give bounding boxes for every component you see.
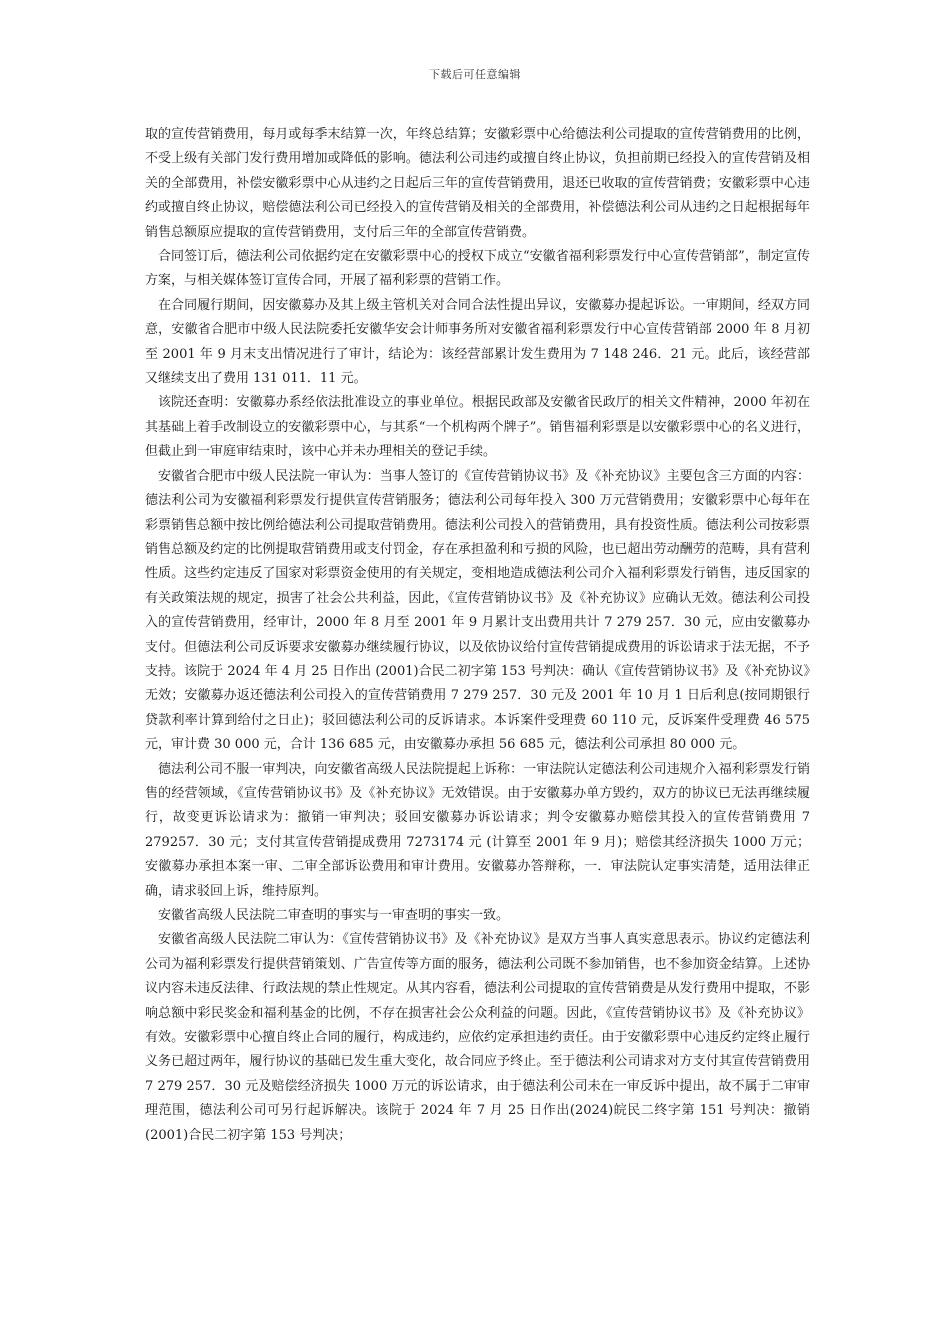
paragraph: 在合同履行期间，因安徽募办及其上级主管机关对合同合法性提出异议，安徽募办提起诉讼。一审期间，经双方同意，安徽省合肥市中级人民法院委托安徽华安会计师事务所对安徽省福利彩票发行中心宣传营销部 2000 年 8 月初至 2001 年 9 月末支出情况进行了审计，结论为：该经营部累计发生费用为 7 148 246．21 元。此后，该经营部又继续支出了费用 131 011．11 元。	[145, 297, 810, 387]
paragraph: 安徽省合肥市中级人民法院一审认为：当事人签订的《宣传营销协议书》及《补充协议》主要包含三方面的内容：德法利公司为安徽福利彩票发行提供宣传营销服务；德法利公司每年投入 300 万元营销费用；安徽彩票中心每年在彩票销售总额中按比例给德法利公司提取营销费用。德法利公司投入的营销费用，具有投资性质。德法利公司按彩票销售总额及约定的比例提取营销费用或支付罚金，存在承担盈利和亏损的风险，也已超出劳动酬劳的范畴，具有营利性质。这些约定违反了国家对彩票资金使用的有关规定，变相地造成德法利公司介入福利彩票发行销售，违反国家的有关政策法规的规定，损害了社会公共利益，因此，《宣传营销协议书》及《补充协议》应确认无效。德法利公司投入的宣传营销费用，经审计，2000 年 8 月至 2001 年 9 月累计支出费用共计 7 279 257．30 元，应由安徽募办支付。但德法利公司反诉要求安徽募办继续履行协议，以及依协议给付宣传营销提成费用的诉讼请求于法无据，不予支持。该院于 2024 年 4 月 25 日作出 (2001)合民二初字第 153 号判决：确认《宣传营销协议书》及《补充协议》无效；安徽募办返还德法利公司投入的宣传营销费用 7 279 257．30 元及 2001 年 10 月 1 日后利息(按同期银行贷款利率计算到给付之日止)；驳回德法利公司的反诉请求。本诉案件受理费 60 110 元，反诉案件受理费 46 575 元，审计费 30 000 元，合计 136 685 元，由安徽募办承担 56 685 元，德法利公司承担 80 000 元。	[145, 468, 810, 753]
document-body	[145, 123, 810, 1148]
paragraph: 合同签订后，德法利公司依据约定在安徽彩票中心的授权下成立“安徽省福利彩票发行中心宣传营销部”，制定宣传方案，与相关媒体签订宣传合同，开展了福利彩票的营销工作。	[145, 249, 810, 289]
paragraph: 取的宣传营销费用，每月或每季末结算一次，年终总结算；安徽彩票中心给德法利公司提取的宣传营销费用的比例，不受上级有关部门发行费用增加或降低的影响。德法利公司违约或擅自终止协议，负担前期已经投入的宣传营销及相关的全部费用，补偿安徽彩票中心从违约之日起后三年的宣传营销费用，退还已收取的宣传营销费；安徽彩票中心违约或擅自终止协议，赔偿德法利公司已经投入的宣传营销及相关的全部费用，补偿德法利公司从违约之日起根据每年销售总额原应提取的宣传营销费用，支付后三年的全部宣传营销费。	[145, 127, 810, 240]
paragraph: 该院还查明：安徽募办系经依法批准设立的事业单位。根据民政部及安徽省民政厅的相关文件精神，2000 年初在其基础上着手改制设立的安徽彩票中心，与其系“一个机构两个牌子”。销售福利彩票是以安徽彩票中心的名义进行，但截止到一审庭审结束时，该中心并未办理相关的登记手续。	[145, 395, 810, 460]
page-header: 下载后可任意编辑	[429, 68, 521, 81]
paragraph: 安徽省高级人民法院二审查明的事实与一审查明的事实一致。	[158, 908, 510, 923]
paragraph: 德法利公司不服一审判决，向安徽省高级人民法院提起上诉称：一审法院认定德法利公司违规介入福利彩票发行销售的经营领域，《宣传营销协议书》及《补充协议》无效错误。由于安徽募办单方毁约，双方的协议已无法再继续履行，故变更诉讼请求为：撤销一审判决；驳回安徽募办诉讼请求；判令安徽募办赔偿其投入的宣传营销费用 7 279257．30 元；支付其宣传营销提成费用 7273174 元 (计算至 2001 年 9 月)；赔偿其经济损失 1000 万元；安徽募办承担本案一审、二审全部诉讼费用和审计费用。安徽募办答辩称，一．审法院认定事实清楚，适用法律正确，请求驳回上诉，维持原判。	[145, 761, 810, 899]
paragraph: 安徽省高级人民法院二审认为：《宣传营销协议书》及《补充协议》是双方当事人真实意思表示。协议约定德法利公司为福利彩票发行提供营销策划、广告宣传等方面的服务，德法利公司既不参加销售，也不参加资金结算。上述协议内容未违反法律、行政法规的禁止性规定。从其内容看，德法利公司提取的宣传营销费是从发行费用中提取，不影响总额中彩民奖金和福利基金的比例，不存在损害社会公众利益的问题。因此，《宣传营销协议书》及《补充协议》有效。安徽彩票中心擅自终止合同的履行，构成违约，应依约定承担违约责任。由于安徽彩票中心违反约定终止履行义务已超过两年，履行协议的基础已发生重大变化，故合同应予终止。至于德法利公司请求对方支付其宣传营销费用 7 279 257．30 元及赔偿经济损失 1000 万元的诉讼请求，由于德法利公司未在一审反诉中提出，故不属于二审审理范围，德法利公司可另行起诉解决。该院于 2024 年 7 月 25 日作出(2024)皖民二终字第 151 号判决：撤销(2001)合民二初字第 153 号判决；	[145, 932, 810, 1143]
